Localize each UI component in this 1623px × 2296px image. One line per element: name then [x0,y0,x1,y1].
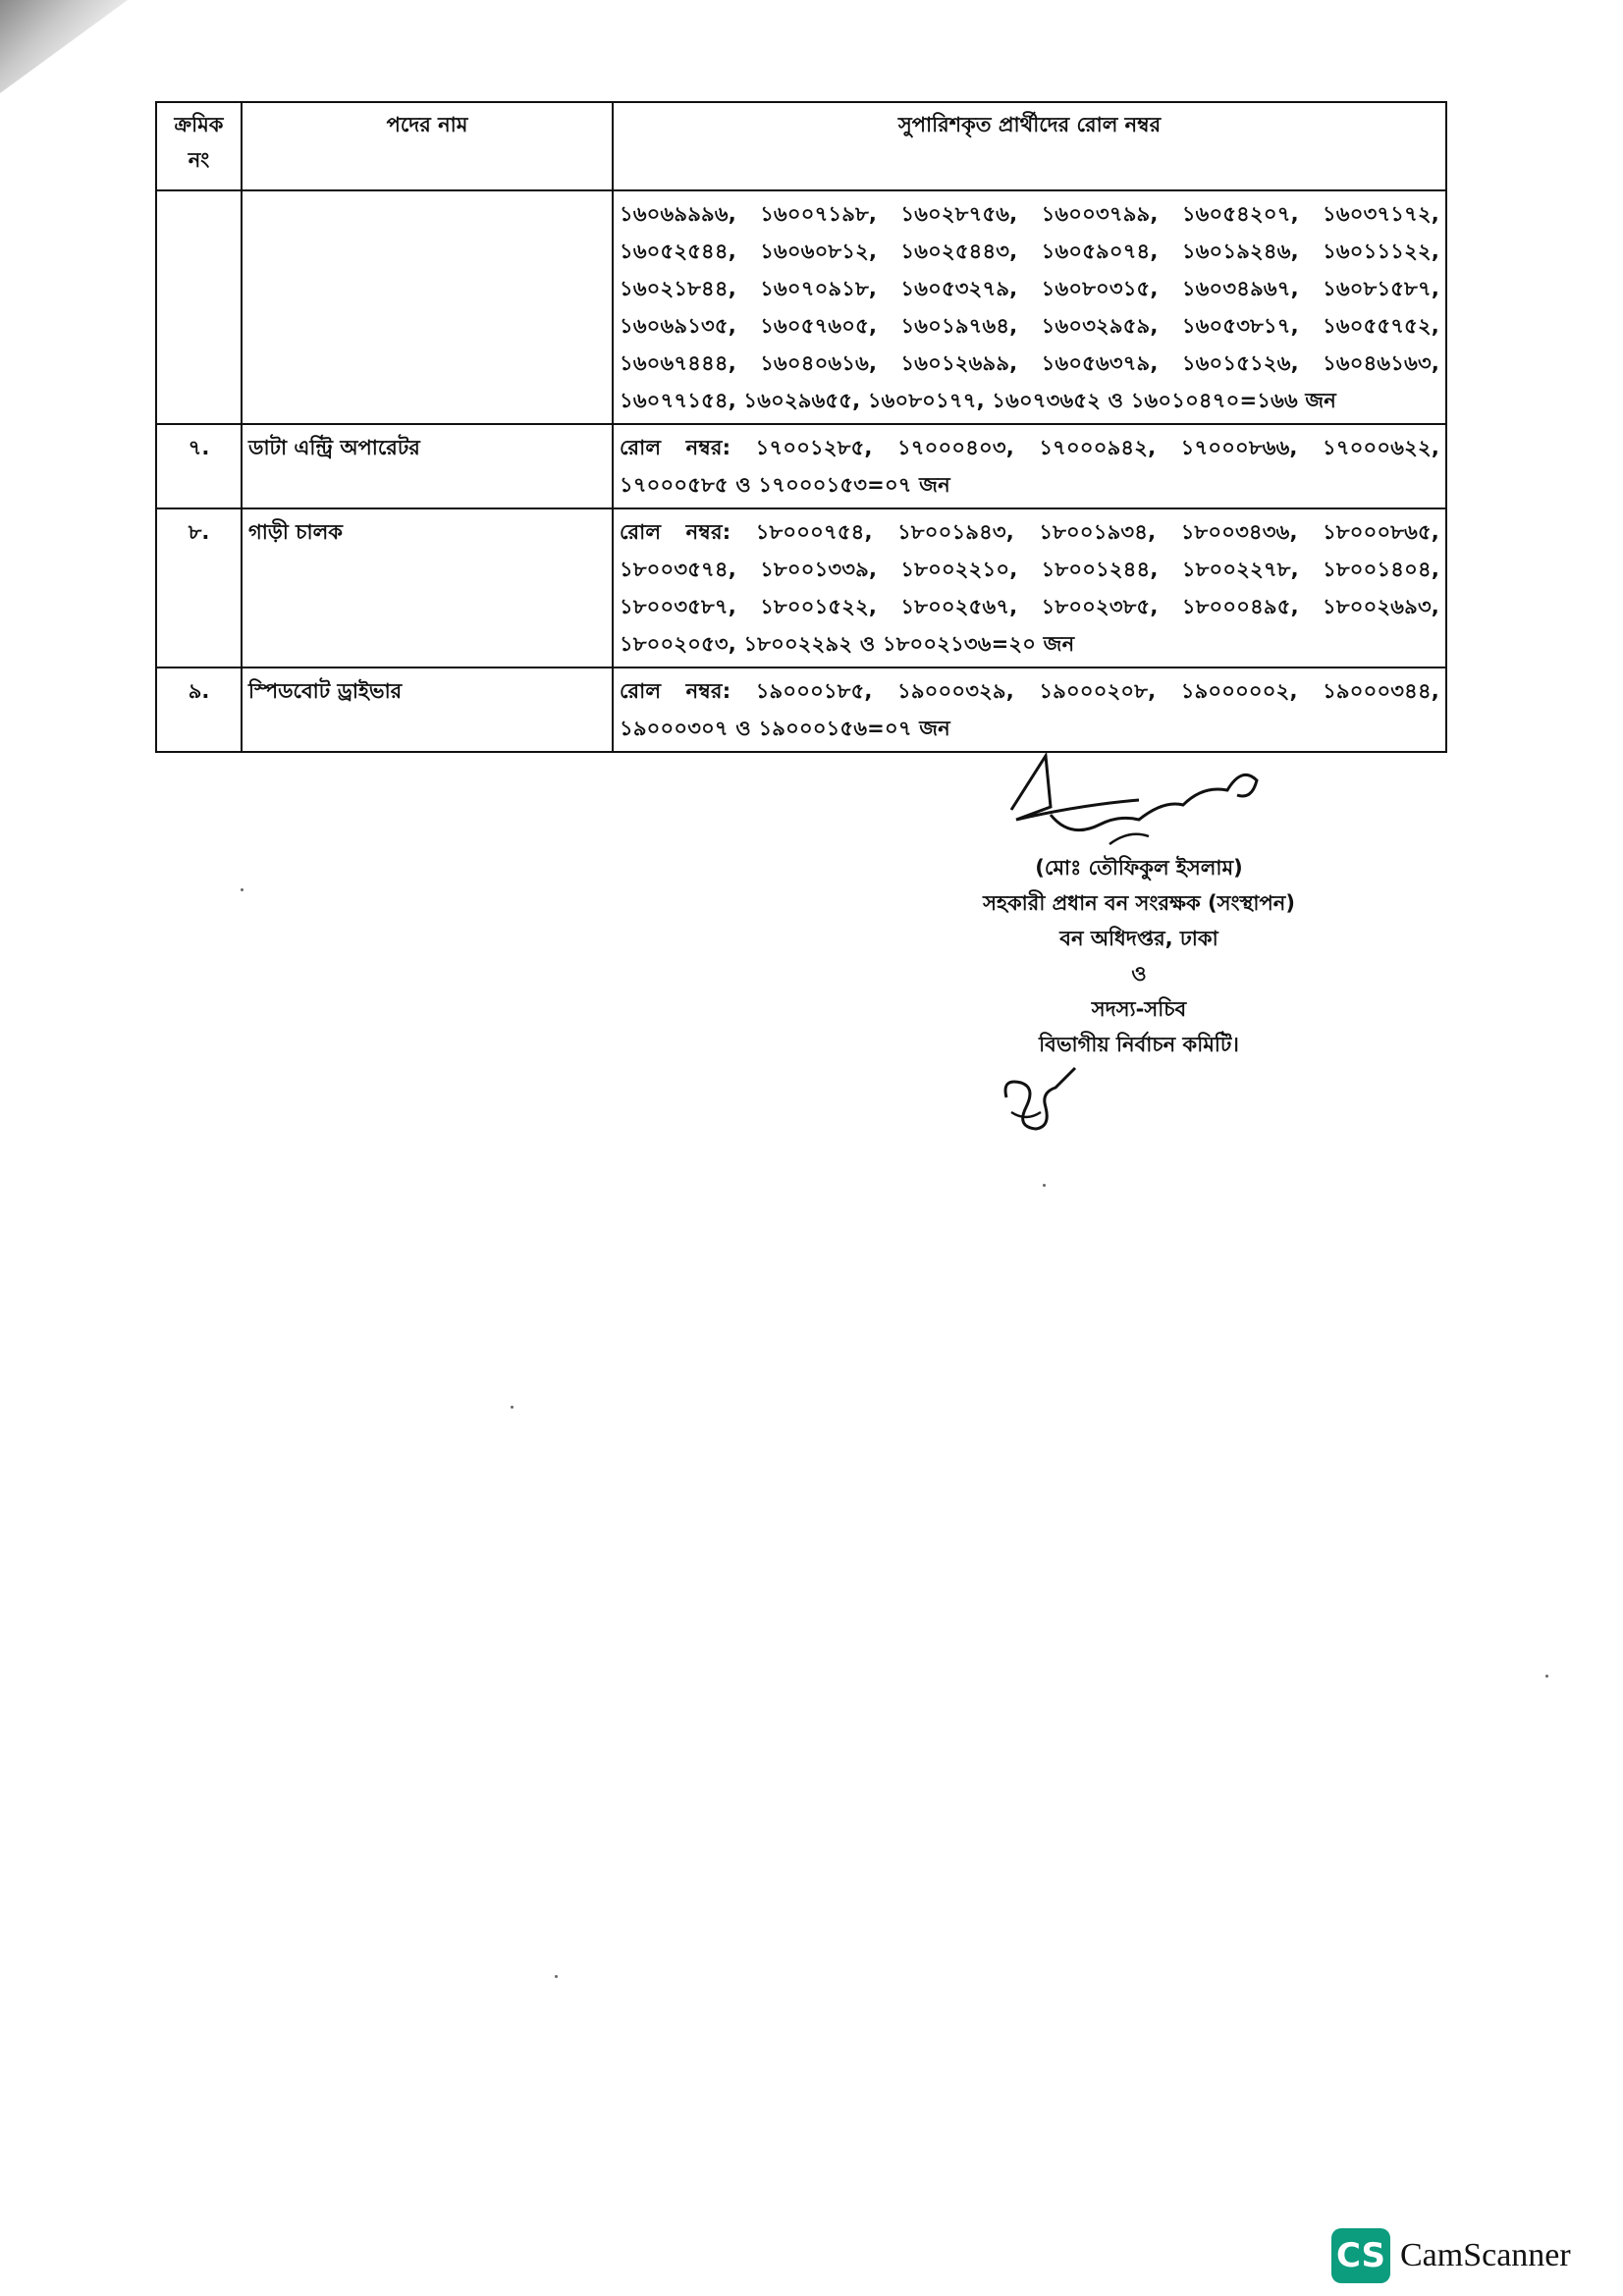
signatory-name: (মোঃ তৌফিকুল ইসলাম) [1035,856,1243,880]
header-post-name: পদের নাম [242,102,613,190]
table-row [156,667,1446,752]
scan-speck [555,1975,558,1978]
row-serial [156,190,242,424]
signatory-conjunction: ও [1131,962,1147,986]
header-serial: ক্রমিক নং [156,102,242,190]
row-post: গাড়ী চালক [242,508,613,667]
row-rolls: রোল নম্বর: ১৭০০১২৮৫, ১৭০০০৪০৩, ১৭০০০৯৪২, ১৭০০০৮৬৬, ১৭০০০৬২২, ১৭০০০৫৮৫ ও ১৭০০০১৫৩=০৭ জন [613,424,1446,508]
initial-signature [992,1058,1080,1142]
row-serial: ৭. [156,424,242,508]
scan-speck [511,1406,514,1409]
camscanner-watermark: CamScanner [1400,2237,1571,2273]
page-corner-shadow [0,0,128,93]
table-header-row [156,102,1446,190]
row-rolls: রোল নম্বর: ১৮০০০৭৫৪, ১৮০০১৯৪৩, ১৮০০১৯৩৪, ১৮০০৩৪৩৬, ১৮০০০৮৬৫, ১৮০০৩৫৭৪, ১৮০০১৩৩৯, ১৮০০২২১০, ১৮০০১২৪৪, ১৮০০২২৭৮, ১৮০০১৪০৪, ১৮০০৩৫৮৭, ১৮০০১৫২২, ১৮০০২৫৬৭, ১৮০০২৩৮৫, ১৮০০০৪৯৫, ১৮০০২৬৯৩, ১৮০০২০৫৩, ১৮০০২২৯২ ও ১৮০০২১৩৬=২০ জন [613,508,1446,667]
row-rolls: রোল নম্বর: ১৯০০০১৮৫, ১৯০০০৩২৯, ১৯০০০২০৮, ১৯০০০০০২, ১৯০০০৩৪৪, ১৯০০০৩০৭ ও ১৯০০০১৫৬=০৭ জন [613,667,1446,752]
row-post: স্পিডবোট ড্রাইভার [242,667,613,752]
row-serial: ৯. [156,667,242,752]
handwritten-signature [992,746,1267,864]
signatory-committee: বিভাগীয় নির্বাচন কমিটি। [1039,1033,1239,1056]
signatory-office: বন অধিদপ্তর, ঢাকা [1059,927,1218,950]
table-row [156,508,1446,667]
scan-speck [1043,1184,1046,1187]
scan-speck [1545,1675,1548,1678]
row-rolls: ১৬০৬৯৯৯৬, ১৬০০৭১৯৮, ১৬০২৮৭৫৬, ১৬০০৩৭৯৯, ১৬০৫৪২০৭, ১৬০৩৭১৭২, ১৬০৫২৫৪৪, ১৬০৬০৮১২, ১৬০২৫৪৪৩, ১৬০৫৯০৭৪, ১৬০১৯২৪৬, ১৬০১১১২২, ১৬০২১৮৪৪, ১৬০৭০৯১৮, ১৬০৫৩২৭৯, ১৬০৮০৩১৫, ১৬০৩৪৯৬৭, ১৬০৮১৫৮৭, ১৬০৬৯১৩৫, ১৬০৫৭৬০৫, ১৬০১৯৭৬৪, ১৬০৩২৯৫৯, ১৬০৫৩৮১৭, ১৬০৫৫৭৫২, ১৬০৬৭৪৪৪, ১৬০৪০৬১৬, ১৬০১২৬৯৯, ১৬০৫৬৩৭৯, ১৬০১৫১২৬, ১৬০৪৬১৬৩, ১৬০৭৭১৫৪, ১৬০২৯৬৫৫, ১৬০৮০১৭৭, ১৬০৭৩৬৫২ ও ১৬০১০৪৭০=১৬৬ জন [613,190,1446,424]
header-roll-numbers: সুপারিশকৃত প্রার্থীদের রোল নম্বর [613,102,1446,190]
recommended-candidates-table [155,101,1447,753]
table-row [156,424,1446,508]
signatory-block [864,850,1414,1062]
row-serial: ৮. [156,508,242,667]
row-post: ডাটা এন্ট্রি অপারেটর [242,424,613,508]
signatory-role: সদস্য-সচিব [1091,997,1187,1021]
camscanner-logo-icon: CS [1331,2228,1390,2283]
table-row [156,190,1446,424]
row-post [242,190,613,424]
scan-speck [241,888,243,891]
signatory-designation: সহকারী প্রধান বন সংরক্ষক (সংস্থাপন) [983,891,1295,915]
